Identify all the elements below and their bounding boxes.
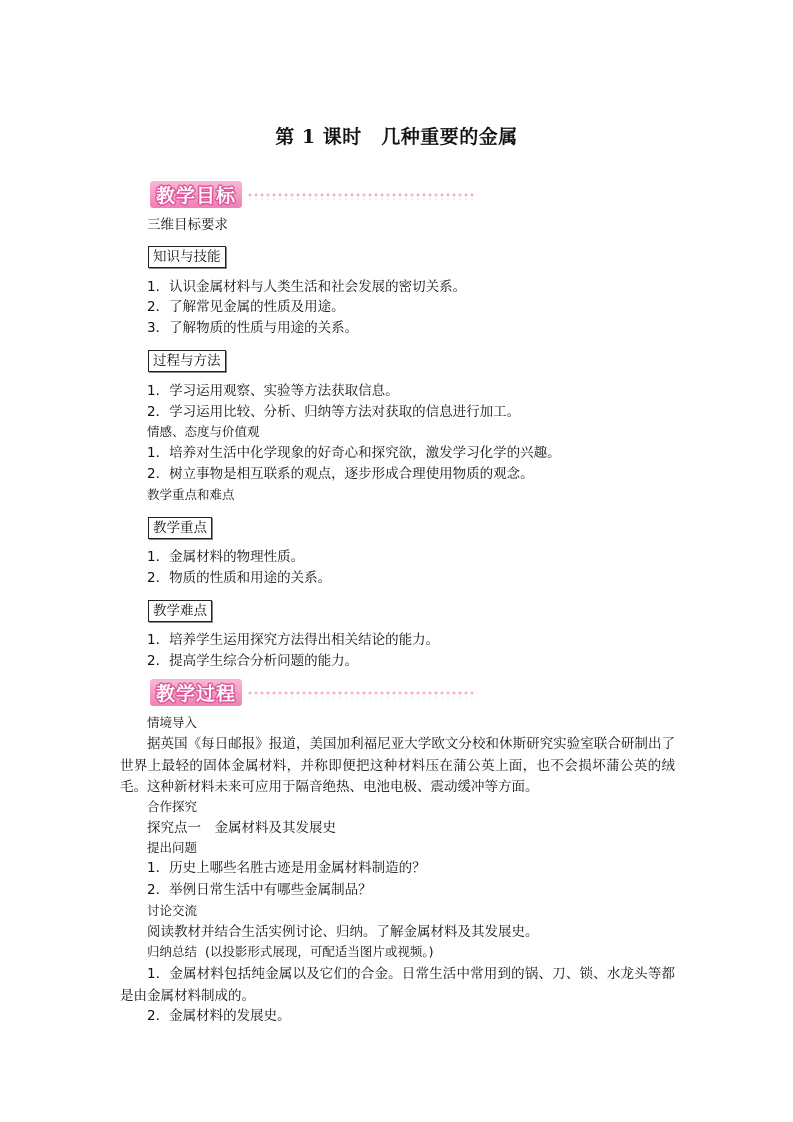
heading-process-method: 过程与方法	[148, 350, 226, 372]
heading-teaching-key: 教学重点	[148, 517, 212, 539]
list-item: 3．了解物质的性质与用途的关系。	[147, 320, 359, 336]
heading-scenario-intro: 情境导入	[147, 715, 198, 730]
list-item: 1．金属材料的物理性质。	[147, 549, 305, 565]
list-item: 1．历史上哪些名胜古迹是用金属材料制造的？	[147, 860, 426, 876]
summary-heading-text: 归纳总结	[147, 944, 198, 959]
heading-discussion: 讨论交流	[147, 903, 198, 918]
list-item: 2．学习运用比较、分析、归纳等方法对获取的信息进行加工。	[147, 404, 521, 420]
list-item: 2．举例日常生活中有哪些金属制品？	[147, 882, 372, 898]
list-item: 1．培养学生运用探究方法得出相关结论的能力。	[147, 632, 440, 648]
heading-key-difficult-points: 教学重点和难点	[147, 487, 235, 502]
heading-cooperative-inquiry: 合作探究	[147, 799, 198, 814]
list-item: 2．树立事物是相互联系的观点，逐步形成合理使用物质的观念。	[147, 466, 534, 482]
heading-teaching-difficult: 教学难点	[148, 600, 212, 622]
banner-decoration	[247, 192, 477, 200]
section-banner-teaching-goals	[147, 180, 477, 210]
summary-note: (以投影形式展现，可配适当图片或视频。)	[205, 944, 434, 959]
heading-raise-questions: 提出问题	[147, 840, 198, 855]
summary-item: 1．金属材料包括纯金属以及它们的合金。日常生活中常用到的锅、刀、锁、水龙头等都是由金属材料制成的。	[120, 966, 675, 1004]
list-item: 1．学习运用观察、实验等方法获取信息。	[147, 383, 399, 399]
heading-knowledge-skills: 知识与技能	[148, 246, 226, 268]
page-title: 第 1 课时 几种重要的金属	[275, 126, 518, 148]
intro-paragraph: 据英国《每日邮报》报道，美国加利福尼亚大学欧文分校和休斯研究实验室联合研制出了世界上最轻的固体金属材料，并称即便把这种材料压在蒲公英上面，也不会损坏蒲公英的绒毛。这种新材料未来可应用于隔音绝热、电池电极、震动缓冲等方面。	[120, 736, 675, 795]
heading-summary	[147, 942, 434, 962]
list-item: 2．了解常见金属的性质及用途。	[147, 299, 345, 315]
list-item: 2．物质的性质和用途的关系。	[147, 570, 332, 586]
summary-item: 2．金属材料的发展史。	[147, 1008, 291, 1024]
banner-label: 教学过程	[150, 679, 242, 706]
section-banner-teaching-process	[147, 678, 477, 708]
inquiry-point-one: 探究点一 金属材料及其发展史	[147, 820, 336, 836]
discussion-text: 阅读教材并结合生活实例讨论、归纳。了解金属材料及其发展史。	[147, 924, 539, 940]
list-item: 2．提高学生综合分析问题的能力。	[147, 653, 359, 669]
heading-emotion-values: 情感、态度与价值观	[147, 424, 260, 439]
banner-decoration	[247, 690, 477, 698]
banner-label: 教学目标	[150, 181, 242, 208]
list-item: 1．培养对生活中化学现象的好奇心和探究欲，激发学习化学的兴趣。	[147, 445, 561, 461]
list-item: 1．认识金属材料与人类生活和社会发展的密切关系。	[147, 279, 467, 295]
subheading-three-dimensional-goals: 三维目标要求	[147, 217, 228, 233]
